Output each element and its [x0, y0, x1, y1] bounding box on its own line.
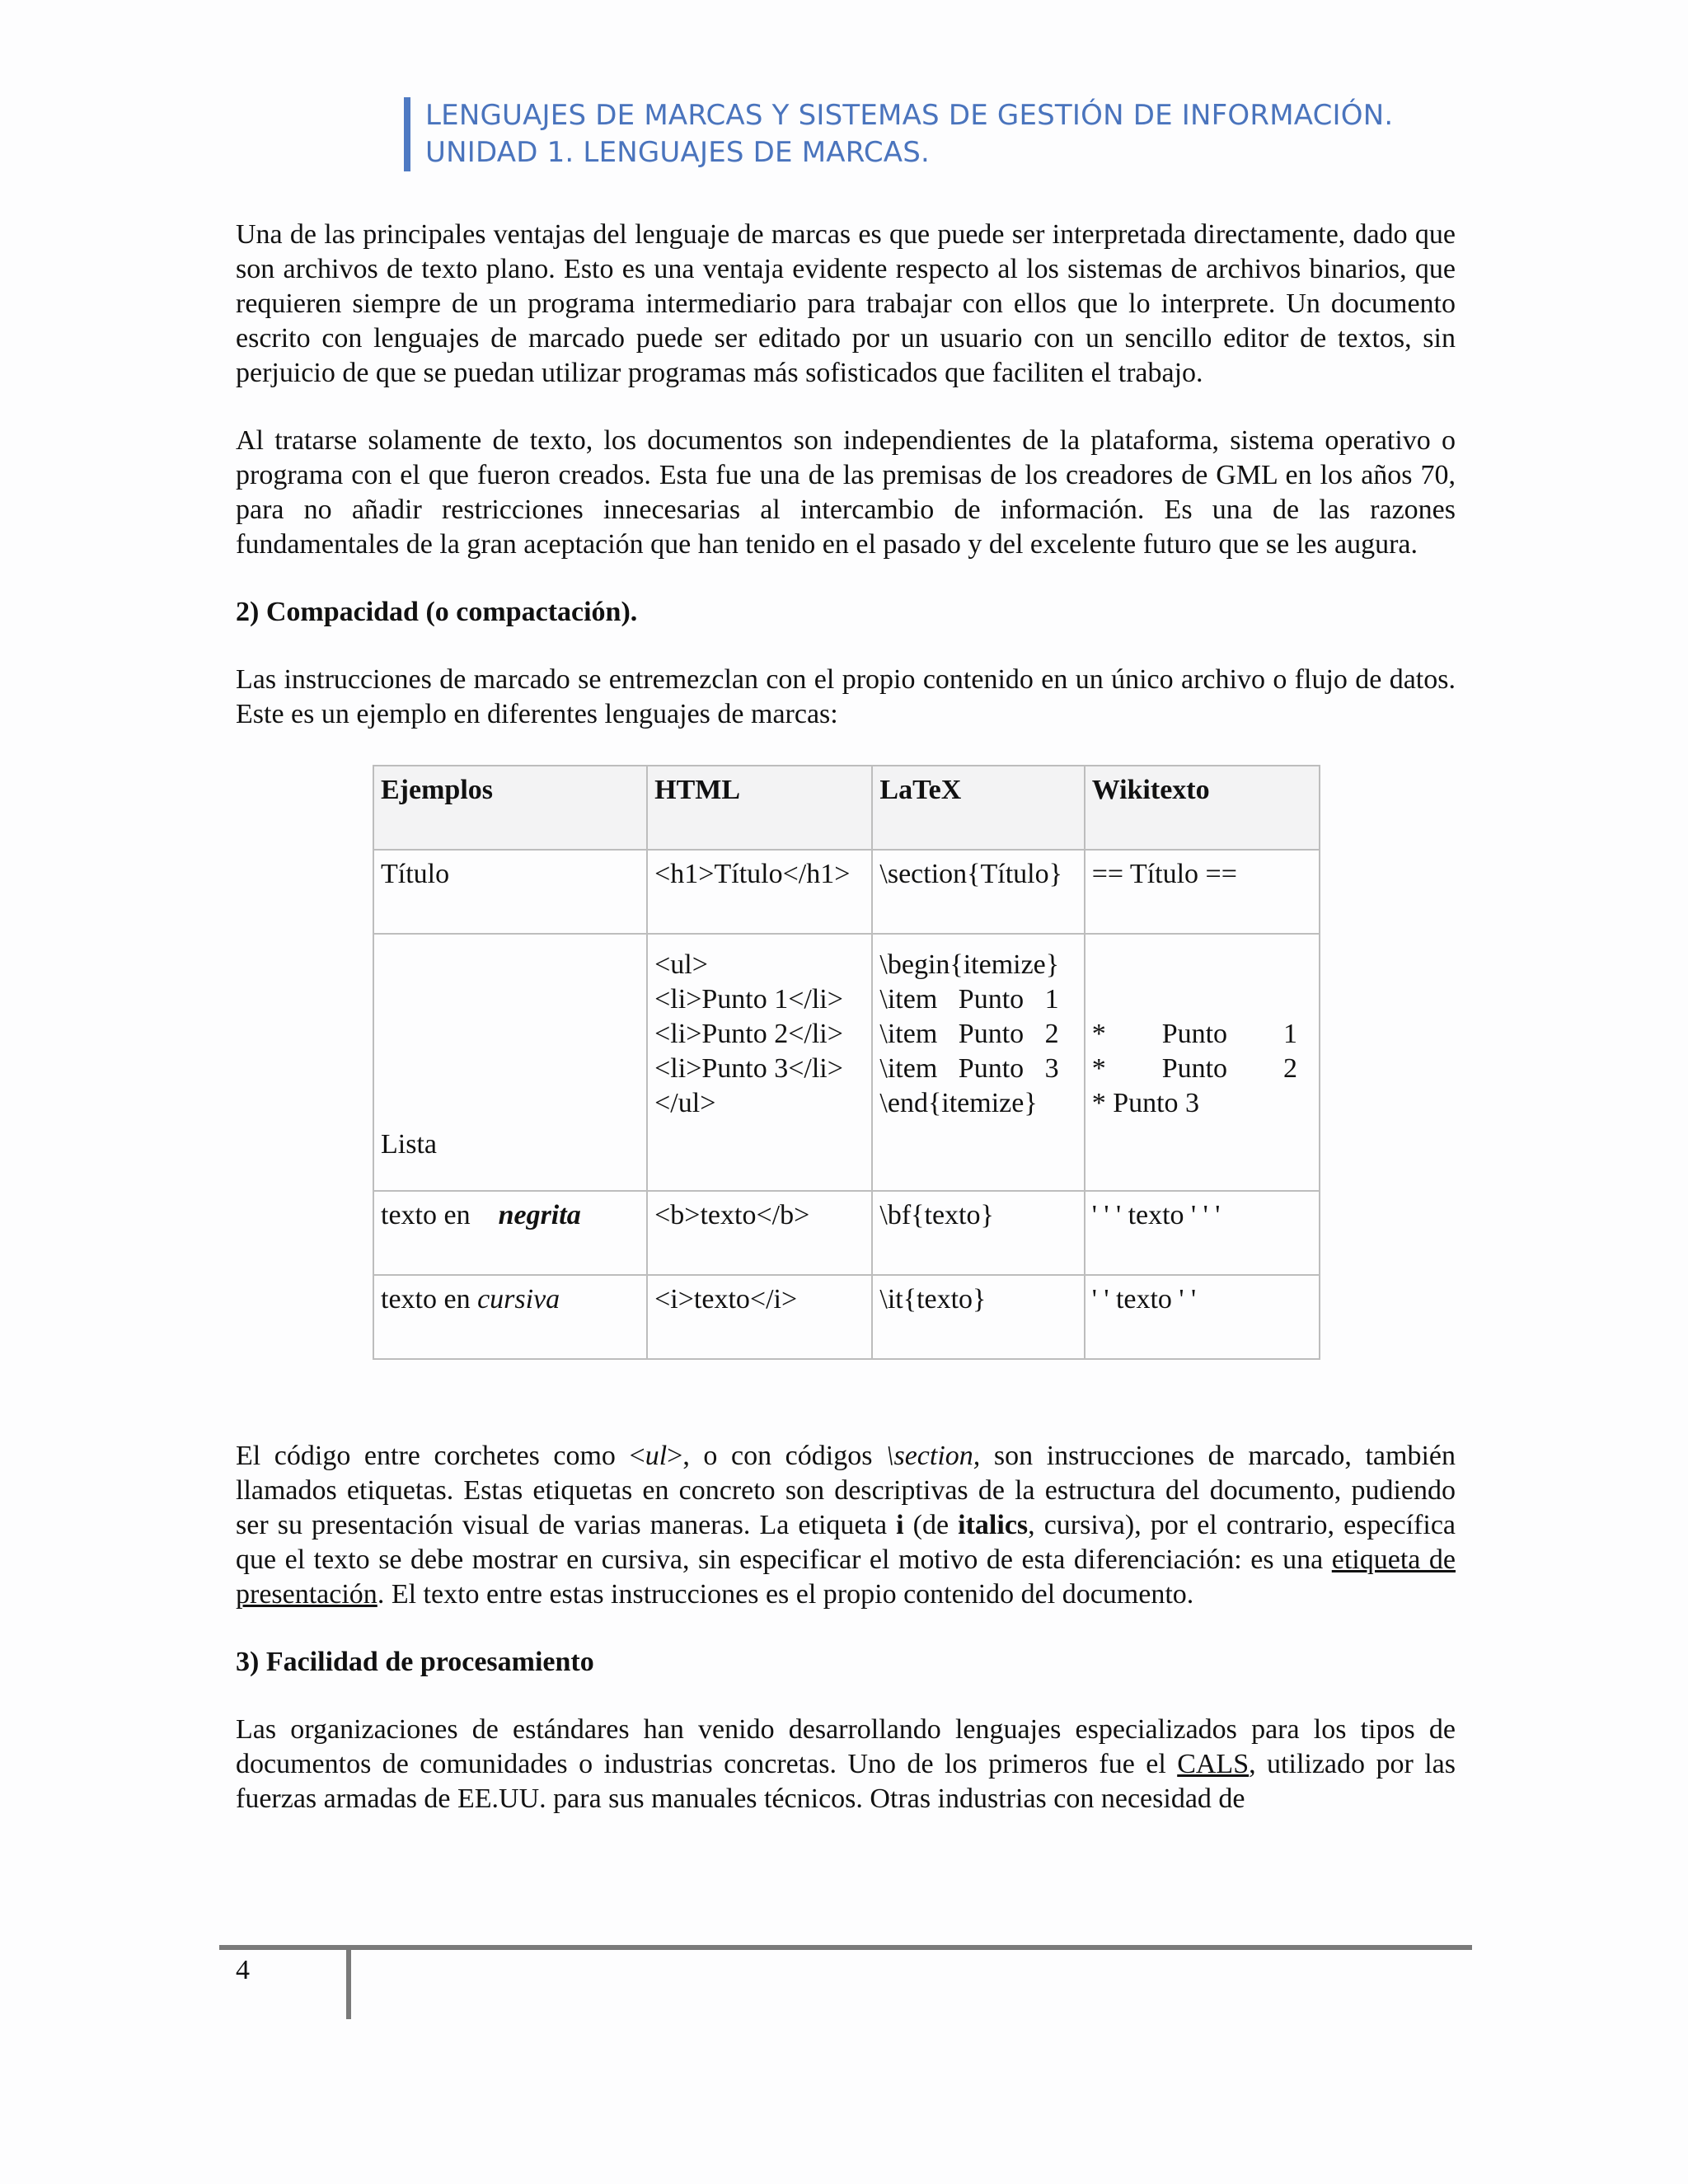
table-header-cell: HTML — [647, 766, 872, 850]
document-body — [236, 218, 1456, 1849]
text-run: El código entre corchetes como < — [236, 1441, 645, 1471]
paragraph-5 — [236, 1713, 1456, 1816]
table-cell: Título — [373, 850, 647, 934]
list-item: <ul> — [654, 949, 708, 980]
list-item: </ul> — [654, 1088, 716, 1118]
table-header-cell: LaTeX — [872, 766, 1084, 850]
header-line-1: LENGUAJES DE MARCAS Y SISTEMAS DE GESTIÓN DE INFORMACIÓN. — [425, 99, 1394, 132]
table-header-row — [373, 766, 1320, 850]
table-cell — [373, 1191, 647, 1275]
text-run: , cursiva), por el contrario, específica que el texto se debe mostrar en cursiva, sin especificar el motivo de esta diferenciación: es una — [236, 1510, 1456, 1575]
list-item: * Punto 3 — [1091, 1088, 1200, 1118]
text-run: . El texto entre estas instrucciones es el propio contenido del documento. — [377, 1579, 1194, 1610]
footer-rule — [219, 1945, 1472, 1950]
text-run-bold: i — [896, 1510, 904, 1540]
table-cell: \section{Título} — [872, 850, 1084, 934]
table-cell: <b>texto</b> — [647, 1191, 872, 1275]
table-header-cell: Ejemplos — [373, 766, 647, 850]
label-emphasis: negrita — [498, 1200, 581, 1230]
text-run: son instrucciones de marcado, también llamados etiquetas. Estas etiquetas en concreto son descriptivas de la estructura del documento, pudiendo ser su presentación visual de varias maneras. La etiqueta — [236, 1441, 1456, 1540]
list-item: <li>Punto 1</li> — [654, 984, 843, 1015]
table-cell — [373, 934, 647, 1191]
paragraph-4 — [236, 1439, 1456, 1612]
text-run: , utilizado por las fuerzas armadas de EE.UU. para sus manuales técnicos. Otras industrias con necesidad de — [236, 1749, 1456, 1814]
list-item: * Punto 2 — [1091, 1053, 1298, 1084]
label-prefix: texto en — [381, 1200, 471, 1230]
section-heading-procesamiento: 3) Facilidad de procesamiento — [236, 1647, 594, 1677]
text-run-italic: ul — [645, 1441, 668, 1471]
text-run: (de — [903, 1510, 959, 1540]
lista-label: Lista — [381, 1129, 437, 1160]
table-cell — [1085, 934, 1320, 1191]
list-item: \item Punto 3 — [879, 1053, 1059, 1084]
table-cell: ' ' ' texto ' ' ' — [1085, 1191, 1320, 1275]
text-run: Las organizaciones de estándares han venido desarrollando lenguajes especializados para los tipos de documentos de comunidades o industrias concretas. Uno de los primeros fue el — [236, 1714, 1456, 1779]
list-item: * Punto 1 — [1091, 1019, 1298, 1049]
table-row-titulo — [373, 850, 1320, 934]
table-cell: <i>texto</i> — [647, 1275, 872, 1359]
presentation-tag-link[interactable]: etiqueta de presentación — [236, 1544, 1456, 1610]
label-emphasis: cursiva — [477, 1284, 560, 1315]
table-cell — [373, 1275, 647, 1359]
table-header-cell: Wikitexto — [1085, 766, 1320, 850]
list-item: \item Punto 1 — [879, 984, 1059, 1015]
footer-divider — [346, 1950, 351, 2019]
paragraph-3: Las instrucciones de marcado se entremezclan con el propio contenido en un único archivo o flujo de datos. Este es un ejemplo en diferentes lenguajes de marcas: — [236, 664, 1456, 729]
label-prefix: texto en — [381, 1284, 478, 1315]
paragraph-1: Una de las principales ventajas del lenguaje de marcas es que puede ser interpretada directamente, dado que son archivos de texto plano. Esto es una ventaja evidente respecto al los sistemas de archivos binarios, que requieren siempre de un programa intermediario para trabajar con ellos que lo interprete. Un documento escrito con lenguajes de marcado puede ser editado por un usuario con un sencillo editor de textos, sin perjuicio de que se puedan utilizar programas más sofisticados que faciliten el trabajo. — [236, 219, 1456, 388]
table-cell: \bf{texto} — [872, 1191, 1084, 1275]
list-item: \begin{itemize} — [879, 949, 1060, 980]
table-cell: ' ' texto ' ' — [1085, 1275, 1320, 1359]
list-item: \end{itemize} — [879, 1088, 1038, 1118]
page-header — [404, 97, 1393, 171]
page-number: 4 — [236, 1955, 250, 1985]
text-run-italic: \section, — [886, 1441, 981, 1471]
text-run: >, o con códigos — [667, 1441, 887, 1471]
section-heading-compacidad: 2) Compacidad (o compactación). — [236, 597, 638, 627]
table-row-cursiva — [373, 1275, 1320, 1359]
list-item: \item Punto 2 — [879, 1019, 1059, 1049]
table-cell: \it{texto} — [872, 1275, 1084, 1359]
table-cell: == Título == — [1085, 850, 1320, 934]
text-run-bold: italics — [958, 1510, 1029, 1540]
table-cell — [647, 934, 872, 1191]
header-line-2: UNIDAD 1. LENGUAJES DE MARCAS. — [425, 136, 931, 169]
table-row-negrita — [373, 1191, 1320, 1275]
markup-examples-table — [373, 765, 1320, 1360]
list-item: <li>Punto 2</li> — [654, 1019, 843, 1049]
table-cell — [872, 934, 1084, 1191]
table-cell: <h1>Título</h1> — [647, 850, 872, 934]
list-item: <li>Punto 3</li> — [654, 1053, 843, 1084]
table-row-lista — [373, 934, 1320, 1191]
cals-link[interactable]: CALS — [1177, 1749, 1250, 1779]
paragraph-2: Al tratarse solamente de texto, los documentos son independientes de la plataforma, sistema operativo o programa con el que fueron creados. Esta fue una de las premisas de los creadores de GML en los años 70, para no añadir restricciones innecesarias al intercambio de información. Es una de las razones fundamentales de la gran aceptación que han tenido en el pasado y del excelente futuro que se les augura. — [236, 425, 1456, 560]
